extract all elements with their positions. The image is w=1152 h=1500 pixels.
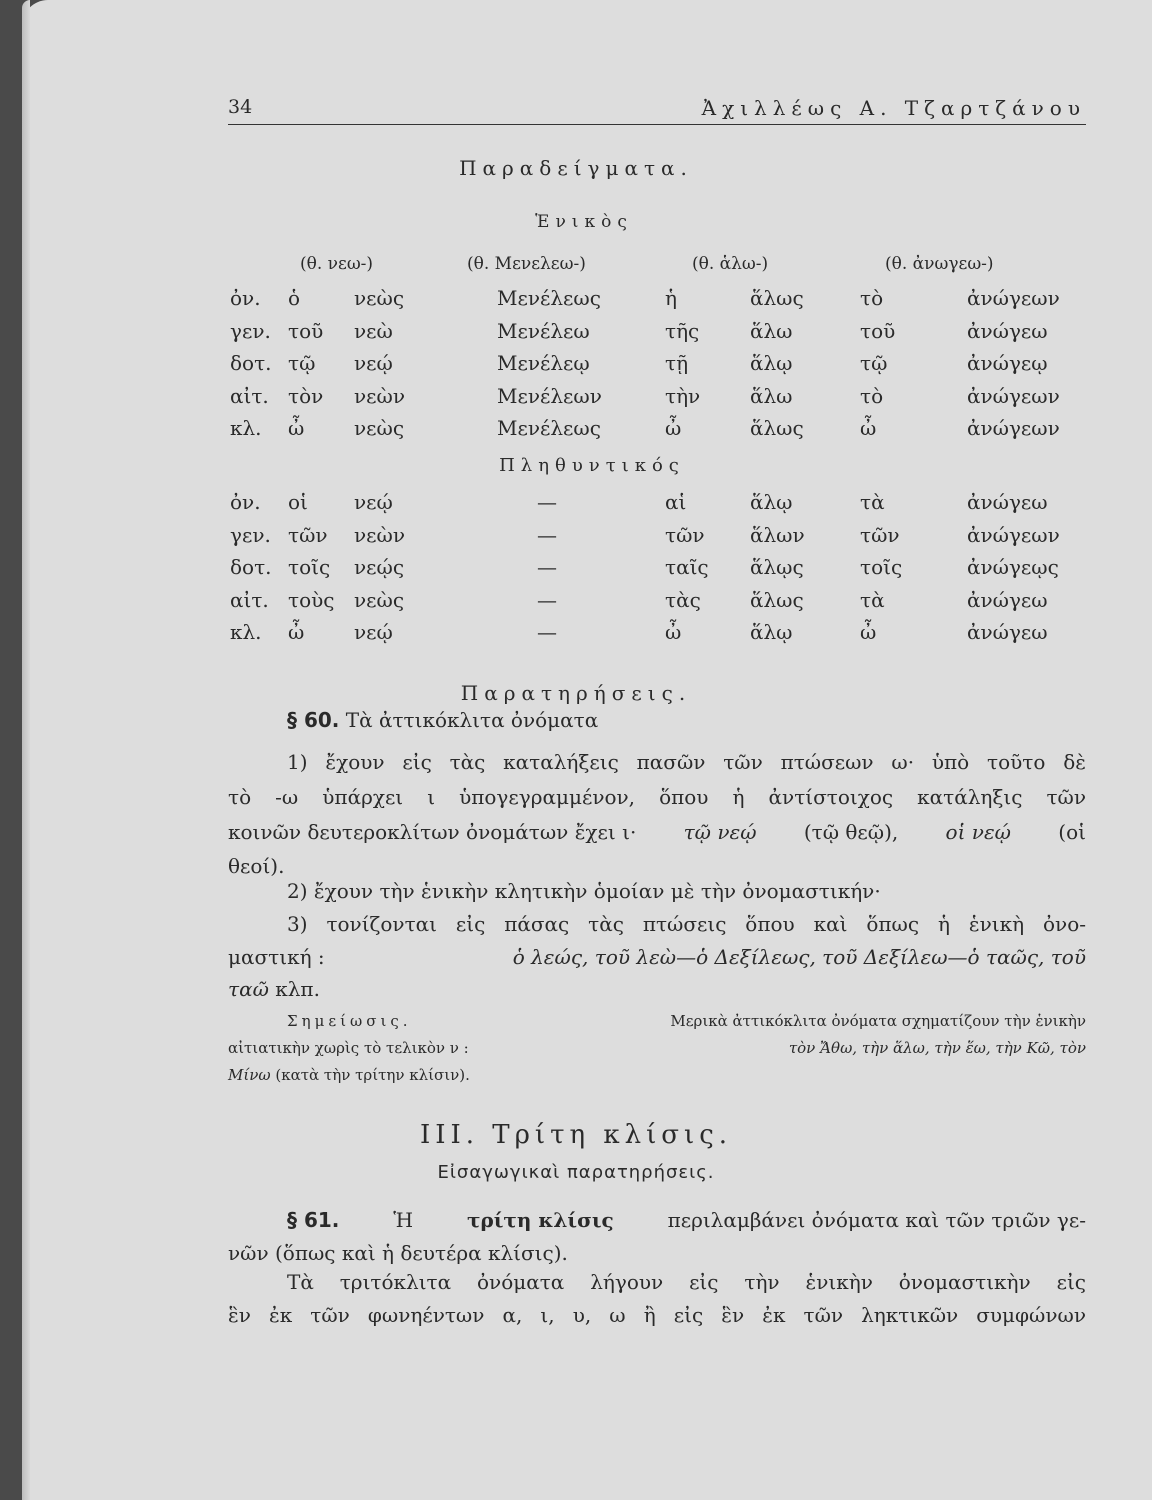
table-cell-form: ἅλω bbox=[750, 383, 793, 408]
table-cell-article: αἱ bbox=[665, 490, 687, 514]
table-cell-article: τὰ bbox=[860, 587, 885, 612]
bold-text: τρίτη κλίσις bbox=[467, 1208, 614, 1232]
table-cell-case-label: αἰτ. bbox=[230, 383, 269, 408]
table-cell-form: νεῴ bbox=[354, 490, 393, 514]
table-cell-form: νεῴς bbox=[354, 555, 405, 579]
text: κλπ. bbox=[275, 977, 320, 1001]
table-cell-article: τοῖς bbox=[288, 555, 331, 579]
table-cell-case-label: γεν. bbox=[230, 318, 271, 343]
table-cell-article: ὦ bbox=[288, 620, 305, 644]
stem-header: (θ. ἁλω-) bbox=[692, 254, 769, 274]
table-cell-form: ἅλῳ bbox=[750, 620, 793, 644]
table-cell-form: Μενέλεω bbox=[497, 318, 590, 343]
table-cell-form: — bbox=[537, 620, 557, 644]
table-cell-form: ἀνώγεῳ bbox=[967, 351, 1048, 375]
table-cell-form: ἀνώγεων bbox=[967, 416, 1060, 440]
table-cell-form: — bbox=[537, 587, 557, 612]
running-title: Ἀχιλλέως Α. Τζαρτζάνου bbox=[701, 96, 1086, 120]
table-cell-form: νεὼς bbox=[354, 286, 405, 310]
text: Ἡ bbox=[393, 1208, 414, 1232]
table-cell-form: Μενέλεως bbox=[497, 416, 601, 440]
table-cell-article: τῆς bbox=[665, 318, 700, 343]
table-cell-case-label: αἰτ. bbox=[230, 587, 269, 612]
table-cell-article: τὴν bbox=[665, 383, 701, 408]
table-cell-form: — bbox=[537, 522, 557, 547]
table-cell-form: ἀνώγεω bbox=[967, 620, 1048, 644]
table-cell-article: τὸ bbox=[860, 286, 884, 310]
table-cell-article: τὰ bbox=[860, 490, 885, 514]
table-cell-form: νεὼν bbox=[354, 383, 405, 408]
text-line: 1) ἔχουν εἰς τὰς καταλήξεις πασῶν τῶν πτώσεων ω· ὑπὸ τοῦτο δὲ bbox=[287, 750, 1086, 774]
table-cell-form: ἀνώγεων bbox=[967, 383, 1060, 408]
text: περιλαμβάνει ὀνόματα καὶ τῶν τριῶν γε- bbox=[667, 1208, 1086, 1232]
table-cell-form: ἅλως bbox=[750, 286, 804, 310]
table-cell-form: — bbox=[537, 490, 557, 514]
table-cell-article: τῶν bbox=[860, 522, 900, 547]
table-cell-case-label: ὀν. bbox=[230, 490, 261, 514]
table-cell-case-label: ὀν. bbox=[230, 286, 261, 310]
table-cell-article: τὸν bbox=[288, 383, 324, 408]
table-cell-article: ὦ bbox=[665, 416, 682, 440]
table-cell-form: ἀνώγεω bbox=[967, 587, 1048, 612]
table-cell-article: τοὺς bbox=[288, 587, 335, 612]
table-cell-article: τὸ bbox=[860, 383, 884, 408]
remarks-title: Παρατηρήσεις. bbox=[460, 681, 692, 705]
table-cell-article: τῷ bbox=[860, 351, 888, 375]
section-number: § 61. bbox=[287, 1208, 340, 1232]
table-cell-article: ὦ bbox=[860, 620, 877, 644]
text: (τῷ θεῷ), bbox=[803, 820, 899, 844]
table-cell-article: ἡ bbox=[665, 286, 677, 310]
italic-text: τῷ νεῴ bbox=[683, 820, 757, 844]
table-cell-case-label: δοτ. bbox=[230, 555, 272, 579]
table-cell-form: ἅλως bbox=[750, 416, 804, 440]
table-cell-form: νεὼς bbox=[354, 587, 405, 612]
text: κοινῶν δευτεροκλίτων ὀνομάτων ἔχει ι· bbox=[228, 820, 637, 844]
text-line: νῶν (ὅπως καὶ ἡ δευτέρα κλίσις). bbox=[228, 1241, 568, 1265]
table-cell-form: νεῴ bbox=[354, 351, 393, 375]
table-cell-form: ἅλων bbox=[750, 522, 805, 547]
text-line: θεοί). bbox=[228, 854, 285, 878]
table-cell-form: Μενέλεῳ bbox=[497, 351, 590, 375]
italic-text: οἱ νεῴ bbox=[945, 820, 1011, 844]
text-line: Τὰ τριτόκλιτα ὀνόματα λήγουν εἰς τὴν ἑνικὴν ὀνομαστικὴν εἰς bbox=[287, 1270, 1086, 1294]
text-line: τὸ -ω ὑπάρχει ι ὑπογεγραμμένον, ὅπου ἡ ἀντίστοιχος κατάληξις τῶν bbox=[228, 785, 1086, 809]
text: Τὰ ἀττικόκλιτα ὀνόματα bbox=[345, 708, 599, 732]
table-cell-article: ὦ bbox=[665, 620, 682, 644]
table-cell-form: — bbox=[537, 555, 557, 579]
table-cell-form: νεῴ bbox=[354, 620, 393, 644]
table-cell-form: ἅλῳς bbox=[750, 555, 804, 579]
table-cell-article: τῷ bbox=[288, 351, 316, 375]
table-cell-article: ὦ bbox=[860, 416, 877, 440]
page-number: 34 bbox=[228, 96, 253, 118]
running-header bbox=[228, 96, 1086, 126]
table-cell-form: ἅλῳ bbox=[750, 490, 793, 514]
table-cell-form: ἀνώγεων bbox=[967, 522, 1060, 547]
table-cell-form: νεὼν bbox=[354, 522, 405, 547]
text-line: ἓν ἐκ τῶν φωνηέντων α, ι, υ, ω ἢ εἰς ἓν ἐκ τῶν ληκτικῶν συμφώνων bbox=[228, 1303, 1086, 1327]
table-cell-form: Μενέλεων bbox=[497, 383, 602, 408]
table-cell-form: ἅλως bbox=[750, 587, 804, 612]
text-line: 3) τονίζονται εἰς πάσας τὰς πτώσεις ὅπου καὶ ὅπως ἡ ἑνικὴ ὀνο- bbox=[287, 912, 1086, 936]
table-cell-case-label: δοτ. bbox=[230, 351, 272, 375]
italic-text: Μίνω bbox=[228, 1066, 271, 1084]
table-cell-form: νεὼς bbox=[354, 416, 405, 440]
table-cell-article: ταῖς bbox=[665, 555, 709, 579]
text: μαστική : bbox=[228, 945, 325, 969]
table-cell-article: ὁ bbox=[288, 286, 301, 310]
table-cell-article: τῶν bbox=[665, 522, 705, 547]
italic-text: ὁ λεώς, τοῦ λεὼ—ὁ Δεξίλεως, τοῦ Δεξίλεω—ὁ ταῶς, τοῦ bbox=[512, 945, 1086, 969]
table-cell-case-label: κλ. bbox=[230, 620, 262, 644]
section-number: § 60. bbox=[287, 708, 340, 732]
stem-header: (θ. νεω-) bbox=[300, 254, 374, 274]
table-cell-article: τὰς bbox=[665, 587, 701, 612]
singular-title: Ἑνικὸς bbox=[535, 212, 633, 232]
table-cell-article: τοῦ bbox=[860, 318, 896, 343]
section-3-subtitle: Εἰσαγωγικαὶ παρατηρήσεις. bbox=[437, 1162, 715, 1183]
table-cell-article: τῇ bbox=[665, 351, 689, 375]
table-cell-article: τοῖς bbox=[860, 555, 903, 579]
table-cell-form: ἅλω bbox=[750, 318, 793, 343]
table-cell-form: ἅλῳ bbox=[750, 351, 793, 375]
text: (οἱ bbox=[1058, 820, 1086, 844]
plural-title: Πληθυντικός bbox=[499, 455, 685, 476]
table-cell-form: ἀνώγεων bbox=[967, 286, 1060, 310]
text: (κατὰ τὴν τρίτην κλίσιν). bbox=[275, 1066, 470, 1084]
examples-title: Παραδείγματα. bbox=[459, 156, 693, 180]
table-cell-form: ἀνώγεω bbox=[967, 318, 1048, 343]
header-rule bbox=[228, 124, 1086, 125]
table-cell-article: τῶν bbox=[288, 522, 328, 547]
table-cell-form: νεὼ bbox=[354, 318, 393, 343]
note-label: Σημείωσις. bbox=[287, 1012, 412, 1030]
stem-header: (θ. ἀνωγεω-) bbox=[885, 254, 994, 274]
text-line: 2) ἔχουν τὴν ἑνικὴν κλητικὴν ὁμοίαν μὲ τὴν ὀνομαστικήν· bbox=[287, 879, 881, 903]
table-cell-article: τοῦ bbox=[288, 318, 324, 343]
stem-header: (θ. Μενελεω-) bbox=[467, 254, 586, 274]
italic-text: τὸν Ἄθω, τὴν ἅλω, τὴν ἕω, τὴν Κῶ, τὸν bbox=[788, 1039, 1086, 1057]
table-cell-article: ὦ bbox=[288, 416, 305, 440]
table-cell-form: ἀνώγεῳς bbox=[967, 555, 1059, 579]
text: αἰτιατικὴν χωρὶς τὸ τελικὸν ν : bbox=[228, 1039, 469, 1057]
table-cell-case-label: κλ. bbox=[230, 416, 262, 440]
table-cell-article: οἱ bbox=[288, 490, 308, 514]
table-cell-case-label: γεν. bbox=[230, 522, 271, 547]
section-3-title: III. Τρίτη κλίσις. bbox=[419, 1120, 733, 1150]
italic-text: ταῶ bbox=[228, 977, 269, 1001]
table-cell-form: Μενέλεως bbox=[497, 286, 601, 310]
text: Μερικὰ ἀττικόκλιτα ὀνόματα σχηματίζουν τὴν ἑνικὴν bbox=[670, 1012, 1086, 1030]
table-cell-form: ἀνώγεω bbox=[967, 490, 1048, 514]
